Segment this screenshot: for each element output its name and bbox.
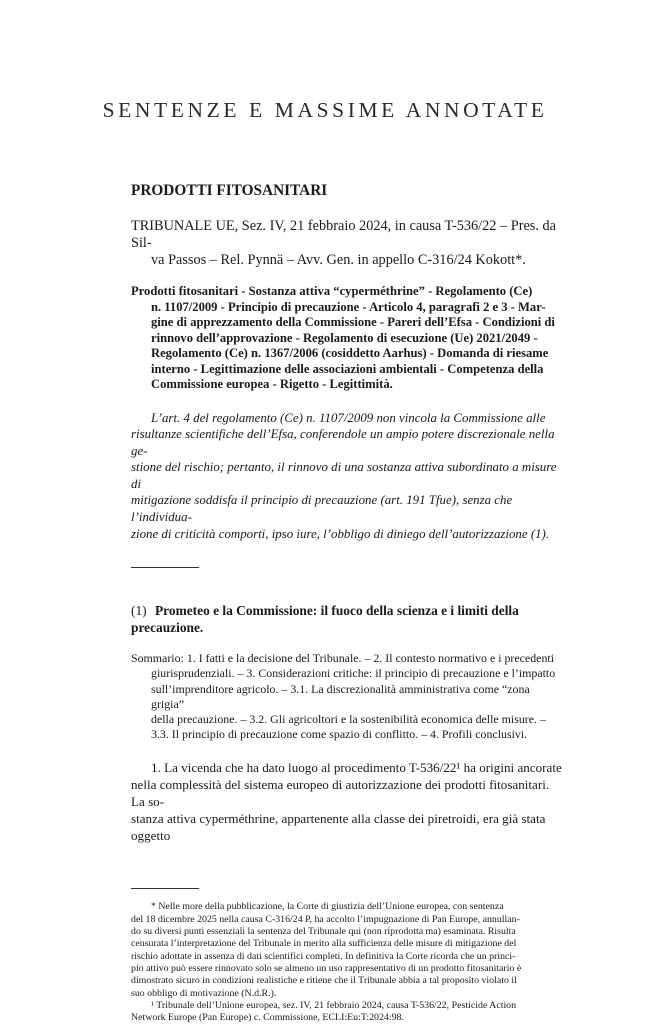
keyword-line: Regolamento (Ce) n. 1367/2006 (cosiddetto Aarhus) - Domanda di riesame bbox=[151, 346, 549, 360]
sommario-line: della precauzione. – 3.2. Gli agricoltori e la sostenibilità economica delle misure. – bbox=[151, 712, 546, 727]
note-title: Prometeo e la Commissione: il fuoco della scienza e i limiti della precauzione. bbox=[131, 603, 519, 636]
footnote-line: * Nelle more della pubblicazione, la Corte di giustizia dell’Unione europea, con sentenza bbox=[151, 901, 504, 913]
keyword-line: interno - Legittimazione delle associazioni ambientali - Competenza della bbox=[151, 361, 544, 376]
footnotes-block bbox=[131, 901, 565, 1024]
topic-heading: PRODOTTI FITOSANITARI bbox=[131, 182, 328, 199]
massima-line: L’art. 4 del regolamento (Ce) n. 1107/2009 non vincola la Commissione alle bbox=[151, 410, 546, 425]
keyword-line: gine di apprezzamento della Commissione - Pareri dell’Efsa - Condizioni di bbox=[151, 315, 555, 329]
sommario-block bbox=[131, 651, 565, 742]
footnote-line: pio attivo può essere rinnovato solo se almeno un uso rappresentativo di un prodotto fitosanitario è bbox=[131, 962, 522, 974]
body-line: stanza attiva cyperméthrine, appartenente alla classe dei piretroidi, era già stata oggetto bbox=[131, 811, 546, 844]
footnote-line: ¹ Tribunale dell’Unione europea, sez. IV, 21 febbraio 2024, causa T-536/22, Pesticide Action bbox=[151, 999, 517, 1011]
sommario-line: sull’imprenditore agricolo. – 3.1. La discrezionalità amministrativa come “zona grigia” bbox=[151, 681, 530, 711]
massima-line: mitigazione soddisfa il principio di precauzione (art. 191 Tfue), senza che l’individua- bbox=[131, 493, 513, 525]
massima-line: stione del rischio; pertanto, il rinnovo di una sostanza attiva subordinato a misure di bbox=[131, 460, 557, 491]
footnote-line: dimostrato sicuro in condizioni realistiche e ritiene che il Tribunale abbia a tal proposito violato il bbox=[131, 975, 517, 987]
court-citation-line: TRIBUNALE UE, Sez. IV, 21 febbraio 2024, in causa T-536/22 – Pres. da Sil- bbox=[131, 218, 557, 251]
court-citation bbox=[131, 218, 565, 269]
section-header: SENTENZE E MASSIME ANNOTATE bbox=[102, 98, 548, 122]
keyword-line: Prodotti fitosanitari - Sostanza attiva “cyperméthrine” - Regolamento (Ce) bbox=[131, 284, 533, 298]
massima-line: zione di criticità comporti, ipso iure, l’obbligo di diniego dell’autorizzazione (1). bbox=[131, 526, 550, 541]
body-line: nella complessità del sistema europeo di autorizzazione dei prodotti fitosanitari. La so- bbox=[131, 777, 550, 810]
body-line: 1. La vicenda che ha dato luogo al procedimento T-536/22¹ ha origini ancorate bbox=[151, 760, 562, 776]
footnote-separator bbox=[131, 888, 199, 889]
main-content bbox=[131, 182, 565, 1024]
massima-line: risultanze scientifiche dell’Efsa, conferendole un ampio potere discrezionale nella ge- bbox=[131, 427, 555, 458]
keyword-line: rinnovo dell’approvazione - Regolamento di esecuzione (Ue) 2021/2049 - bbox=[151, 330, 538, 345]
note-number: (1) bbox=[131, 603, 147, 619]
footnote-line: Network Europe (Pan Europe) c. Commissione, ECLI:Eu:T:2024:98. bbox=[131, 1012, 404, 1024]
keywords-block bbox=[131, 284, 565, 393]
sommario-line: 3.3. Il principio di precauzione come spazio di conflitto. – 4. Profili conclusivi. bbox=[151, 727, 528, 742]
body-paragraph bbox=[131, 759, 565, 844]
massima-paragraph bbox=[131, 410, 565, 543]
sommario-line: giurisprudenziali. – 3. Considerazioni critiche: il principio di precauzione e l’impatto bbox=[151, 666, 556, 681]
footnote-line: do su diversi punti essenziali la sentenza del Tribunale qui (non riprodotta ma) esaminata. Risulta bbox=[131, 926, 516, 938]
footnote-line: rischio adottate in assenza di dati scientifici completi. In definitiva la Corte ricorda che un princi- bbox=[131, 950, 516, 962]
footnote-line: del 18 dicembre 2025 nella causa C-316/24 P, ha accolto l’impugnazione di Pan Europe, annullan- bbox=[131, 913, 520, 925]
footnote-line: suo obbligo di motivazione (N.d.R.). bbox=[131, 987, 277, 999]
keyword-line: Commissione europea - Rigetto - Legittimità. bbox=[151, 377, 393, 391]
keyword-line: n. 1107/2009 - Principio di precauzione - Articolo 4, paragrafi 2 e 3 - Mar- bbox=[151, 299, 546, 314]
court-citation-line: va Passos – Rel. Pynnä – Avv. Gen. in appello C-316/24 Kokott*. bbox=[151, 252, 526, 268]
sommario-line: Sommario: 1. I fatti e la decisione del Tribunale. – 2. Il contesto normativo e i precedenti bbox=[131, 651, 555, 666]
note-heading bbox=[131, 602, 565, 636]
footnote-line: censurata l’interpretazione del Tribunale in merito alla sufficienza delle misure di mitigazione del bbox=[131, 938, 517, 950]
separator-rule bbox=[131, 567, 199, 568]
